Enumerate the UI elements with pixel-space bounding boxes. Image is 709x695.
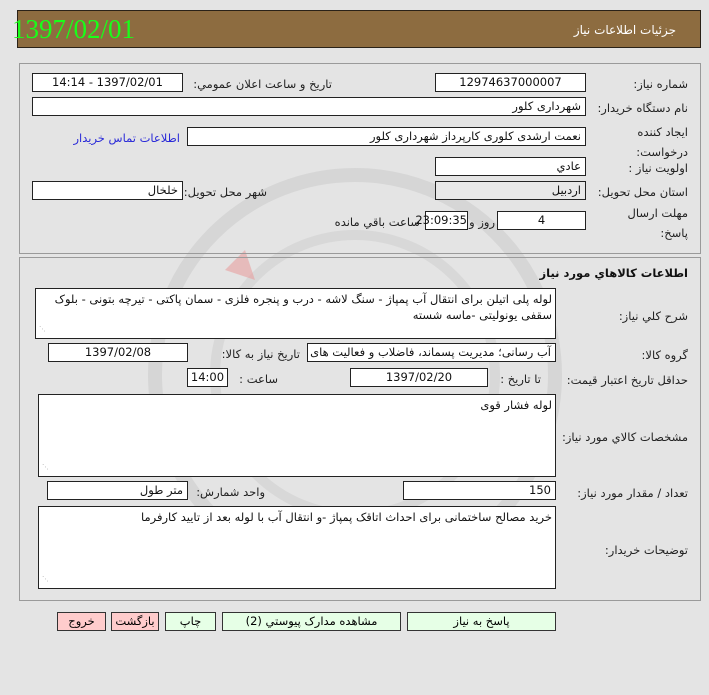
buyer-notes-textarea[interactable] — [38, 506, 556, 589]
creator-field[interactable]: نعمت ارشدی کلوری کارپرداز شهرداری کلور — [187, 127, 586, 146]
days-remaining-field[interactable]: 4 — [497, 211, 586, 230]
need-date-label: تاریخ نیاز به کالا: — [221, 347, 300, 361]
price-validity-label: حداقل تاریخ اعتبار قیمت: — [566, 373, 688, 387]
deadline-label-2: پاسخ: — [660, 226, 688, 240]
city-label: شهر محل تحویل: — [183, 185, 267, 199]
view-attachments-button[interactable]: مشاهده مدارک پیوستي (2) — [222, 612, 401, 631]
print-button[interactable]: چاپ — [165, 612, 216, 631]
general-description-textarea[interactable] — [35, 288, 556, 339]
province-label: استان محل تحویل: — [597, 185, 688, 199]
goods-section-title: اطلاعات كالاهاي مورد نياز — [539, 266, 688, 280]
buyer-org-field[interactable]: شهرداری کلور — [32, 97, 586, 116]
quantity-label: تعداد / مقدار مورد نیاز: — [577, 486, 688, 500]
general-description-label: شرح کلي نياز: — [618, 309, 688, 323]
time-field[interactable]: 14:00 — [187, 368, 228, 387]
unit-field[interactable]: متر طول — [47, 481, 188, 500]
time-remaining-suffix: ساعت باقي مانده — [334, 215, 420, 229]
priority-field[interactable]: عادي — [435, 157, 586, 176]
need-date-field[interactable]: 1397/02/08 — [48, 343, 188, 362]
announce-date-label: تاریخ و ساعت اعلان عمومي: — [193, 77, 332, 91]
province-field[interactable]: اردبیل — [435, 181, 586, 200]
buyer-notes-label: توضیحات خریدار: — [604, 543, 688, 557]
buyer-notes-text: خرید مصالح ساختمانی برای احداث اتاقک پمپاژ -و انتقال آب با لوله بعد از تایید کارفرما — [141, 510, 552, 524]
general-description-text: لوله پلی اتیلن برای انتقال آب پمپاژ - سنگ لاشه - درب و پنجره فلزی - سمان پاکتی - تیرچه بتونی - بلوک سقفی یونولیتی -ماسه شسته — [54, 292, 552, 322]
date-stamp: 1397/02/01 — [12, 14, 136, 44]
page-title: جزئيات اطلاعات نياز — [573, 23, 676, 37]
buyer-org-label: نام دستگاه خریدار: — [597, 101, 688, 115]
goods-spec-label: مشخصات كالاي مورد نياز: — [561, 430, 688, 444]
quantity-field[interactable]: 150 — [403, 481, 556, 500]
announce-date-field[interactable]: 1397/02/01 - 14:14 — [32, 73, 183, 92]
resize-grip-icon[interactable]: ⋰ — [42, 575, 49, 583]
deadline-label: مهلت ارسال — [627, 206, 688, 220]
back-button[interactable]: بازگشت — [111, 612, 159, 631]
exit-button[interactable]: خروج — [57, 612, 106, 631]
days-suffix: روز و — [469, 215, 495, 229]
until-date-label: تا تاریخ : — [500, 372, 541, 386]
until-date-field[interactable]: 1397/02/20 — [350, 368, 488, 387]
reply-button[interactable]: پاسخ به نیاز — [407, 612, 556, 631]
creator-label: ایجاد کننده — [637, 125, 688, 139]
need-number-field[interactable]: 12974637000007 — [435, 73, 586, 92]
time-remaining-field[interactable]: 23:09:35 — [425, 211, 468, 230]
goods-group-field[interactable]: آب رسانی؛ مدیریت پسماند، فاضلاب و فعالیت های — [307, 343, 556, 362]
buyer-contact-link[interactable]: اطلاعات تماس خریدار — [73, 131, 180, 145]
goods-group-label: گروه کالا: — [641, 348, 688, 362]
resize-grip-icon[interactable]: ⋰ — [39, 325, 46, 333]
creator-label-2: درخواست: — [636, 145, 688, 159]
resize-grip-icon[interactable]: ⋰ — [42, 463, 49, 471]
goods-spec-text: لوله فشار قوی — [480, 398, 552, 412]
priority-label: اولویت نیاز : — [628, 161, 688, 175]
need-number-label: شماره نیاز: — [633, 77, 688, 91]
city-field[interactable]: خلخال — [32, 181, 183, 200]
unit-label: واحد شمارش: — [196, 485, 265, 499]
goods-spec-textarea[interactable] — [38, 394, 556, 477]
time-label: ساعت : — [239, 372, 278, 386]
